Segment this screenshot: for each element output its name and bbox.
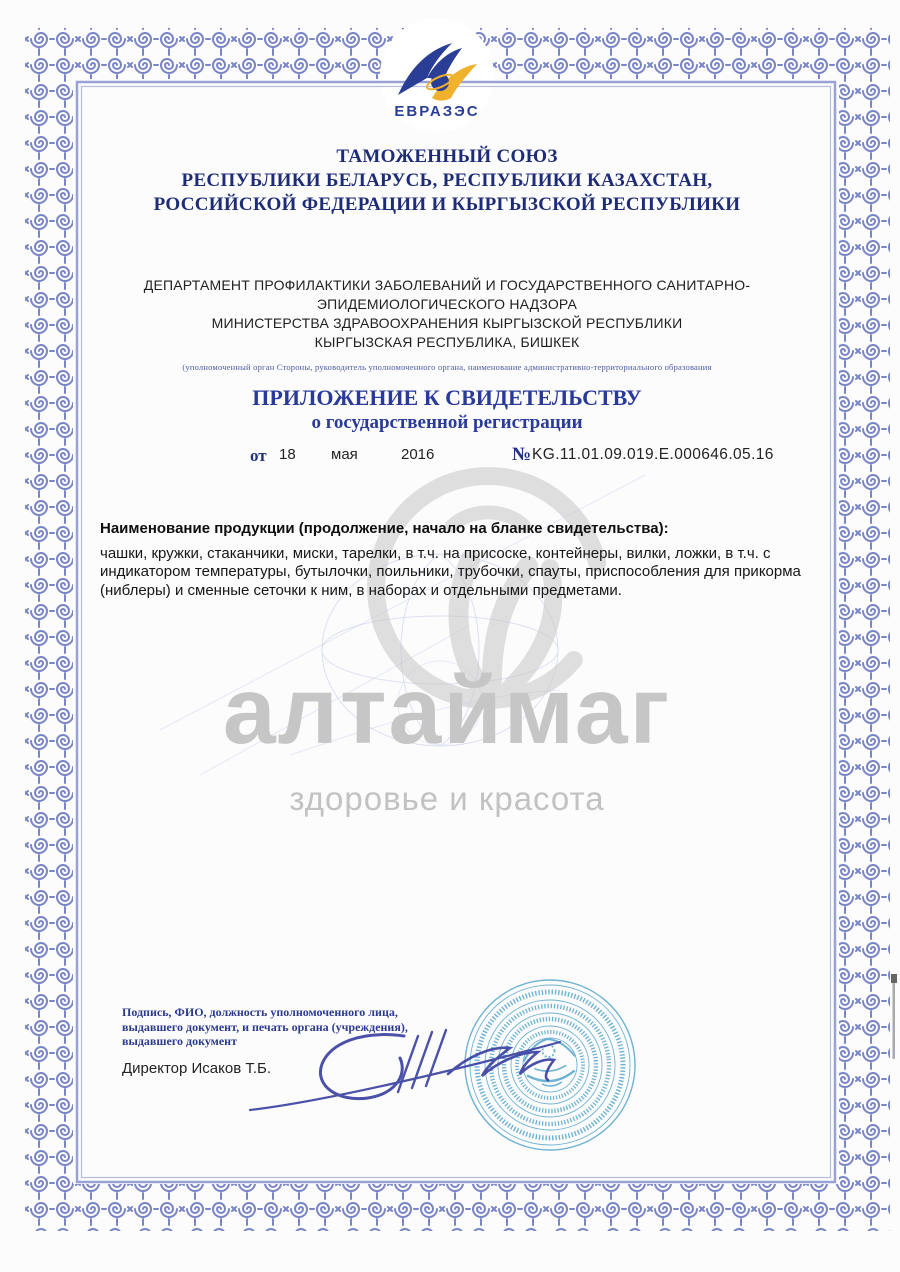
signature-caption-line: выдавшего документ, и печать органа (учреждения), bbox=[122, 1019, 408, 1034]
union-header bbox=[67, 145, 827, 217]
watermark-tagline: здоровье и красота bbox=[289, 780, 605, 817]
number-sign: № bbox=[512, 444, 532, 465]
issuer-line: КЫРГЫЗСКАЯ РЕСПУБЛИКА, БИШКЕК bbox=[314, 334, 580, 350]
union-header-line: РЕСПУБЛИКИ БЕЛАРУСЬ, РЕСПУБЛИКИ КАЗАХСТАН, bbox=[181, 170, 713, 191]
issue-row bbox=[0, 446, 900, 470]
issuer-line: ЭПИДЕМИОЛОГИЧЕСКОГО НАДЗОРА bbox=[316, 296, 578, 312]
issue-day: 18 bbox=[279, 446, 296, 463]
issue-year: 2016 bbox=[401, 446, 435, 463]
product-label: Наименование продукции (продолжение, начало на бланке свидетельства): bbox=[100, 520, 669, 537]
signer-name: Директор Исаков Т.Б. bbox=[122, 1060, 272, 1077]
product-section bbox=[100, 520, 816, 600]
issuer-line: МИНИСТЕРСТВА ЗДРАВООХРАНЕНИЯ КЫРГЫЗСКОЙ РЕСПУБЛИКИ bbox=[211, 315, 683, 331]
signature-ink bbox=[230, 1020, 570, 1120]
issuer-block bbox=[67, 276, 827, 352]
scan-artifact-line bbox=[891, 974, 897, 1059]
eurasec-logo-label: ЕВРАЗЭС bbox=[394, 103, 480, 120]
union-header-line: РОССИЙСКОЙ ФЕДЕРАЦИИ И КЫРГЫЗСКОЙ РЕСПУБЛИКИ bbox=[153, 194, 741, 215]
union-header-line: ТАМОЖЕННЫЙ СОЮЗ bbox=[336, 146, 558, 167]
document-subtitle: о государственной регистрации bbox=[311, 412, 583, 433]
document-title: ПРИЛОЖЕНИЕ К СВИДЕТЕЛЬСТВУ bbox=[252, 385, 642, 410]
product-description: чашки, кружки, стаканчики, миски, тарелки, в т.ч. на присоске, контейнеры, вилки, ложки, в т.ч. с индикатором температуры, бутылочки, поильники, трубочки, спауты, приспособления для прикорма (ниблеры) и сменные сеточки к ним, в наборах и отдельными предметами. bbox=[100, 544, 801, 599]
signature-caption-line: Подпись, ФИО, должность уполномоченного лица, bbox=[122, 1005, 398, 1019]
eurasec-bird-icon bbox=[398, 43, 477, 101]
issuer-line: ДЕПАРТАМЕНТ ПРОФИЛАКТИКИ ЗАБОЛЕВАНИЙ И ГОСУДАРСТВЕННОГО САНИТАРНО- bbox=[143, 277, 751, 293]
from-label: от bbox=[250, 446, 267, 465]
registration-number: KG.11.01.09.019.Е.000646.05.16 bbox=[532, 446, 774, 463]
issue-month: мая bbox=[331, 446, 358, 463]
issuer-form-caption: (уполномоченный орган Стороны, руководитель уполномоченного органа, наименование административно-территориального образования bbox=[182, 362, 712, 372]
signature-caption-line: выдавшего документ bbox=[122, 1034, 237, 1048]
watermark-brand: алтаймаг bbox=[222, 658, 672, 764]
eurasec-logo bbox=[380, 18, 495, 133]
